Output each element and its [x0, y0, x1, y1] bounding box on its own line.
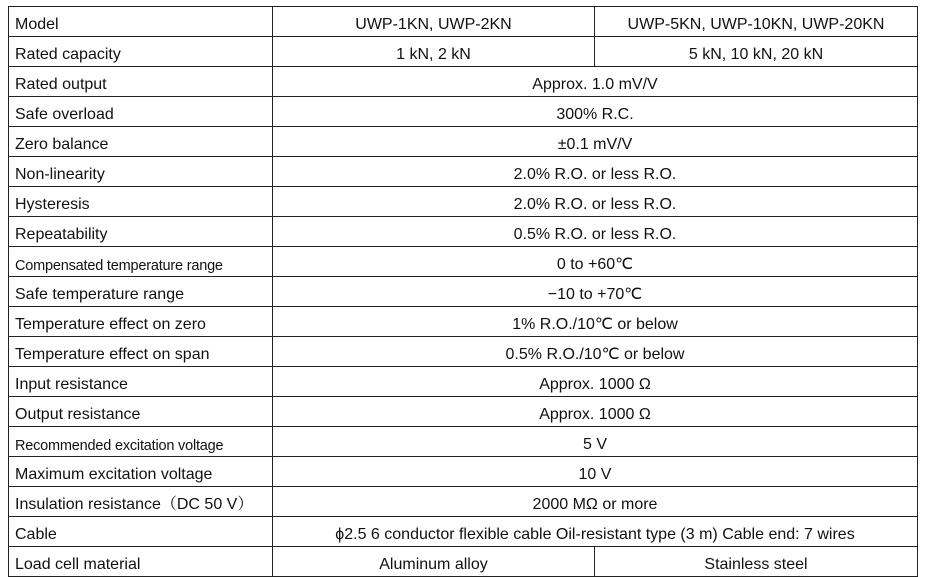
row-value: −10 to +70℃ — [273, 277, 918, 307]
table-row — [9, 547, 918, 577]
table-row — [9, 487, 918, 517]
row-value: Approx. 1000 Ω — [273, 367, 918, 397]
table-row — [9, 37, 918, 67]
row-value: 300% R.C. — [273, 97, 918, 127]
table-row — [9, 277, 918, 307]
table-row — [9, 517, 918, 547]
row-value: 10 V — [273, 457, 918, 487]
row-label: Output resistance — [9, 397, 273, 427]
model-large-value: UWP-5KN, UWP-10KN, UWP-20KN — [595, 7, 918, 37]
row-label: Rated output — [9, 67, 273, 97]
table-row — [9, 427, 918, 457]
table-row — [9, 397, 918, 427]
row-value: 5 V — [273, 427, 918, 457]
model-small-value: UWP-1KN, UWP-2KN — [273, 7, 595, 37]
row-value: 2000 MΩ or more — [273, 487, 918, 517]
row-value: 2.0% R.O. or less R.O. — [273, 187, 918, 217]
row-label: Cable — [9, 517, 273, 547]
row-label: Zero balance — [9, 127, 273, 157]
spec-table — [8, 6, 918, 577]
table-row — [9, 127, 918, 157]
row-label: Rated capacity — [9, 37, 273, 67]
row-label: Repeatability — [9, 217, 273, 247]
capacity-large-value: 5 kN, 10 kN, 20 kN — [595, 37, 918, 67]
material-small-value: Aluminum alloy — [273, 547, 595, 577]
table-row — [9, 67, 918, 97]
table-row — [9, 247, 918, 277]
table-row — [9, 457, 918, 487]
table-row — [9, 187, 918, 217]
table-row — [9, 307, 918, 337]
row-label: Hysteresis — [9, 187, 273, 217]
row-label: Non-linearity — [9, 157, 273, 187]
row-label: Compensated temperature range — [9, 247, 273, 277]
capacity-small-value: 1 kN, 2 kN — [273, 37, 595, 67]
table-row — [9, 367, 918, 397]
row-label: Model — [9, 7, 273, 37]
row-value: 1% R.O./10℃ or below — [273, 307, 918, 337]
row-label: Insulation resistance（DC 50 V） — [9, 487, 273, 517]
row-value: 0.5% R.O./10℃ or below — [273, 337, 918, 367]
row-label: Temperature effect on span — [9, 337, 273, 367]
row-value: Approx. 1.0 mV/V — [273, 67, 918, 97]
row-label: Temperature effect on zero — [9, 307, 273, 337]
row-value: ϕ2.5 6 conductor flexible cable Oil-resistant type (3 m) Cable end: 7 wires — [273, 517, 918, 547]
row-value: ±0.1 mV/V — [273, 127, 918, 157]
row-label: Input resistance — [9, 367, 273, 397]
row-label: Load cell material — [9, 547, 273, 577]
table-row — [9, 97, 918, 127]
row-value: 2.0% R.O. or less R.O. — [273, 157, 918, 187]
table-row — [9, 157, 918, 187]
row-label: Safe temperature range — [9, 277, 273, 307]
table-row — [9, 7, 918, 37]
row-value: Approx. 1000 Ω — [273, 397, 918, 427]
table-row — [9, 217, 918, 247]
row-value: 0.5% R.O. or less R.O. — [273, 217, 918, 247]
row-value: 0 to +60℃ — [273, 247, 918, 277]
row-label: Safe overload — [9, 97, 273, 127]
material-large-value: Stainless steel — [595, 547, 918, 577]
row-label: Recommended excitation voltage — [9, 427, 273, 457]
row-label: Maximum excitation voltage — [9, 457, 273, 487]
table-row — [9, 337, 918, 367]
